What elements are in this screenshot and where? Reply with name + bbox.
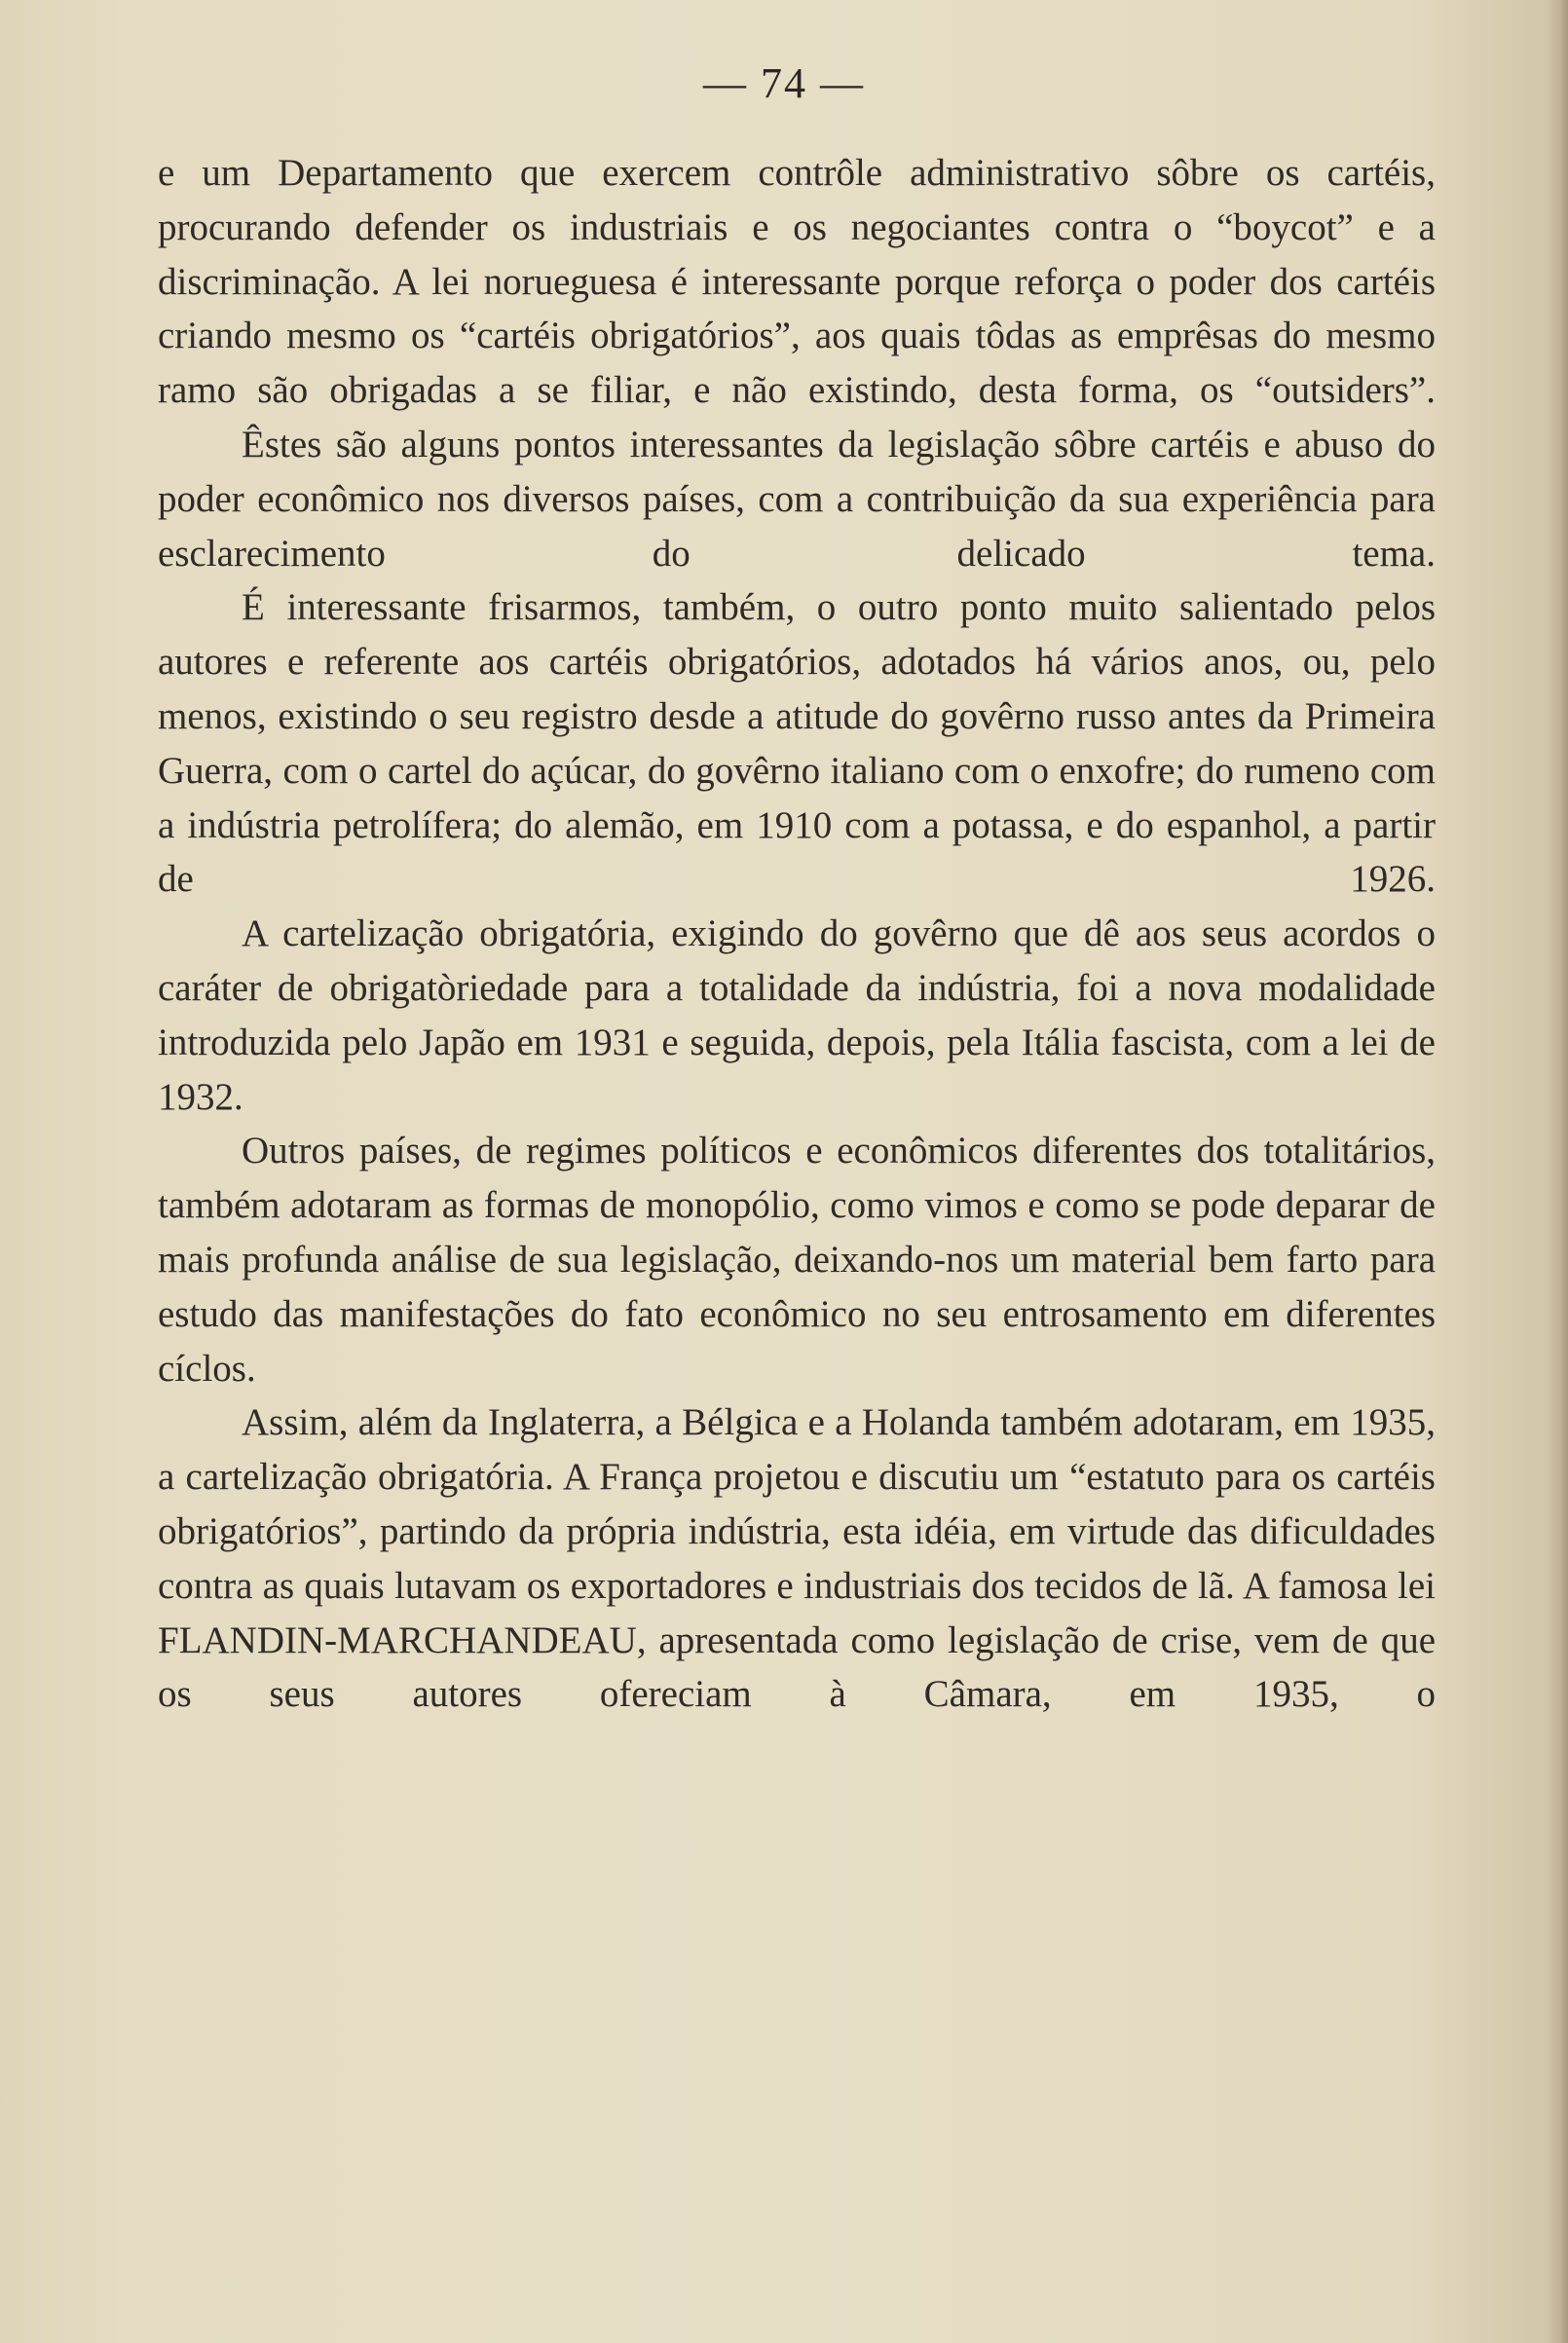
paragraph: É interessante frisarmos, também, o outro ponto muito salientado pelos autores e referente aos cartéis obrigatórios, adotados há vários anos, ou, pelo menos, existindo o seu registro desde a atitude do govêrno russo antes da Primeira Guerra, com o cartel do açúcar, do govêrno italiano com o enxofre; do rumeno com a indústria petrolífera; do alemão, em 1910 com a potassa, e do espanhol, a partir de 1926.	[158, 586, 1436, 901]
paragraph: A cartelização obrigatória, exigindo do govêrno que dê aos seus acordos o caráter de obrigatòriedade para a totalidade da indústria, foi a nova modalidade introduzida pelo Japão em 1931 e seguida, depois, pela Itália fascista, com a lei de 1932.	[158, 912, 1436, 1118]
paragraph: Outros países, de regimes políticos e econômicos diferentes dos totalitários, também adotaram as formas de monopólio, como vimos e como se pode deparar de mais profunda análise de sua legislação, deixando-nos um material bem farto para estudo das manifestações do fato econômico no seu entrosamento em diferentes cíclos.	[158, 1130, 1436, 1390]
paragraph: Assim, além da Inglaterra, a Bélgica e a Holanda também adotaram, em 1935, a cartelização obrigatória. A França projetou e discutiu um “estatuto para os cartéis obrigatórios”, partindo da própria indústria, esta idéia, em virtude das dificuldades contra as quais lutavam os exportadores e industriais dos tecidos de lã. A famosa lei FLANDIN-MARCHANDEAU, apresentada como legislação de crise, vem de que os seus autores ofereciam à Câmara, em 1935, o	[158, 1401, 1436, 1716]
page-edge-shadow	[1547, 0, 1568, 2343]
page-number: — 74 —	[703, 59, 865, 107]
body-text	[158, 146, 1436, 1722]
paragraph: e um Departamento que exercem contrôle administrativo sôbre os cartéis, procurando defender os industriais e os negociantes contra o “boycot” e a discriminação. A lei norueguesa é interessante porque reforça o poder dos cartéis criando mesmo os “cartéis obrigatórios”, aos quais tôdas as emprêsas do mesmo ramo são obrigadas a se filiar, e não existindo, desta forma, os “outsiders”.	[158, 152, 1436, 412]
paragraph: Êstes são alguns pontos interessantes da legislação sôbre cartéis e abuso do poder econômico nos diversos países, com a contribuição da sua experiência para esclarecimento do delicado tema.	[158, 423, 1436, 575]
